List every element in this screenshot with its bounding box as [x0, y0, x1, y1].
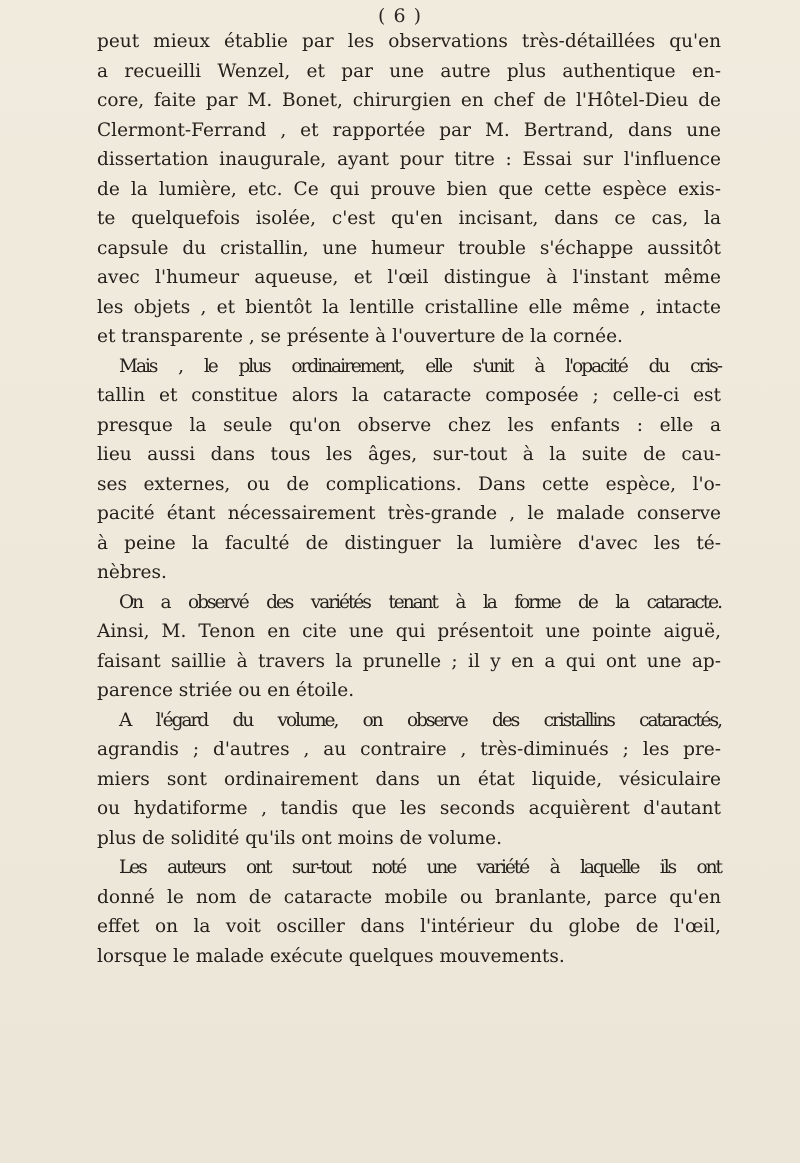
- text-line: de la lumière, etc. Ce qui prouve bien que cette espèce exis-: [97, 178, 721, 200]
- text-line: ses externes, ou de complications. Dans cette espèce, l'o-: [97, 473, 721, 495]
- paragraph-2: [97, 352, 721, 588]
- paragraph-3: [97, 588, 721, 706]
- text-line: dissertation inaugurale, ayant pour titre : Essai sur l'influence: [97, 149, 721, 170]
- text-line: miers sont ordinairement dans un état liquide, vésiculaire: [97, 768, 721, 790]
- text-line: parence striée ou en étoile.: [97, 680, 355, 701]
- text-line: te quelquefois isolée, c'est qu'en incisant, dans ce cas, la: [97, 208, 721, 229]
- text-line: On a observé des variétés tenant à la forme de la cataracte.: [119, 591, 721, 613]
- text-line: a recueilli Wenzel, et par une autre plus authentique en-: [97, 60, 721, 82]
- text-line: effet on la voit osciller dans l'intérieur du globe de l'œil,: [97, 916, 721, 937]
- text-line: nèbres.: [97, 562, 167, 583]
- text-line: Ainsi, M. Tenon en cite une qui présentoit une pointe aiguë,: [97, 621, 721, 642]
- text-line: tallin et constitue alors la cataracte composée ; celle-ci est: [97, 385, 721, 406]
- text-line: pacité étant nécessairement très-grande , le malade conserve: [97, 503, 721, 524]
- text-line: core, faite par M. Bonet, chirurgien en chef de l'Hôtel-Dieu de: [97, 90, 721, 111]
- text-line: à peine la faculté de distinguer la lumière d'avec les té-: [97, 532, 721, 554]
- text-line: lorsque le malade exécute quelques mouvements.: [97, 945, 565, 967]
- text-line: donné le nom de cataracte mobile ou branlante, parce qu'en: [97, 886, 721, 908]
- paragraph-5: [97, 853, 721, 971]
- text-line: agrandis ; d'autres , au contraire , très-diminués ; les pre-: [97, 739, 721, 760]
- page-number: ( 6 ): [378, 5, 422, 27]
- text-line: presque la seule qu'on observe chez les enfants : elle a: [97, 414, 721, 436]
- text-line: Mais , le plus ordinairement, elle s'unit à l'opacité du cris-: [119, 355, 721, 377]
- text-line: peut mieux établie par les observations très-détaillées qu'en: [97, 31, 721, 52]
- paragraph-4: [97, 706, 721, 854]
- text-line: lieu aussi dans tous les âges, sur-tout à la suite de cau-: [97, 444, 721, 465]
- text-line: avec l'humeur aqueuse, et l'œil distingue à l'instant même: [97, 267, 721, 288]
- body-text: [97, 27, 721, 971]
- text-line: A l'égard du volume, on observe des cristallins cataractés,: [119, 709, 721, 731]
- text-line: les objets , et bientôt la lentille cristalline elle même , intacte: [97, 296, 721, 318]
- text-line: et transparente , se présente à l'ouverture de la cornée.: [97, 326, 623, 347]
- text-line: Les auteurs ont sur-tout noté une variété à laquelle ils ont: [119, 857, 721, 878]
- text-line: Clermont-Ferrand , et rapportée par M. Bertrand, dans une: [97, 119, 721, 141]
- text-line: ou hydatiforme , tandis que les seconds acquièrent d'autant: [97, 798, 721, 819]
- text-line: capsule du cristallin, une humeur trouble s'échappe aussitôt: [97, 237, 721, 259]
- text-line: plus de solidité qu'ils ont moins de volume.: [97, 827, 502, 849]
- paragraph-1: [97, 27, 721, 352]
- text-line: faisant saillie à travers la prunelle ; il y en a qui ont une ap-: [97, 650, 721, 672]
